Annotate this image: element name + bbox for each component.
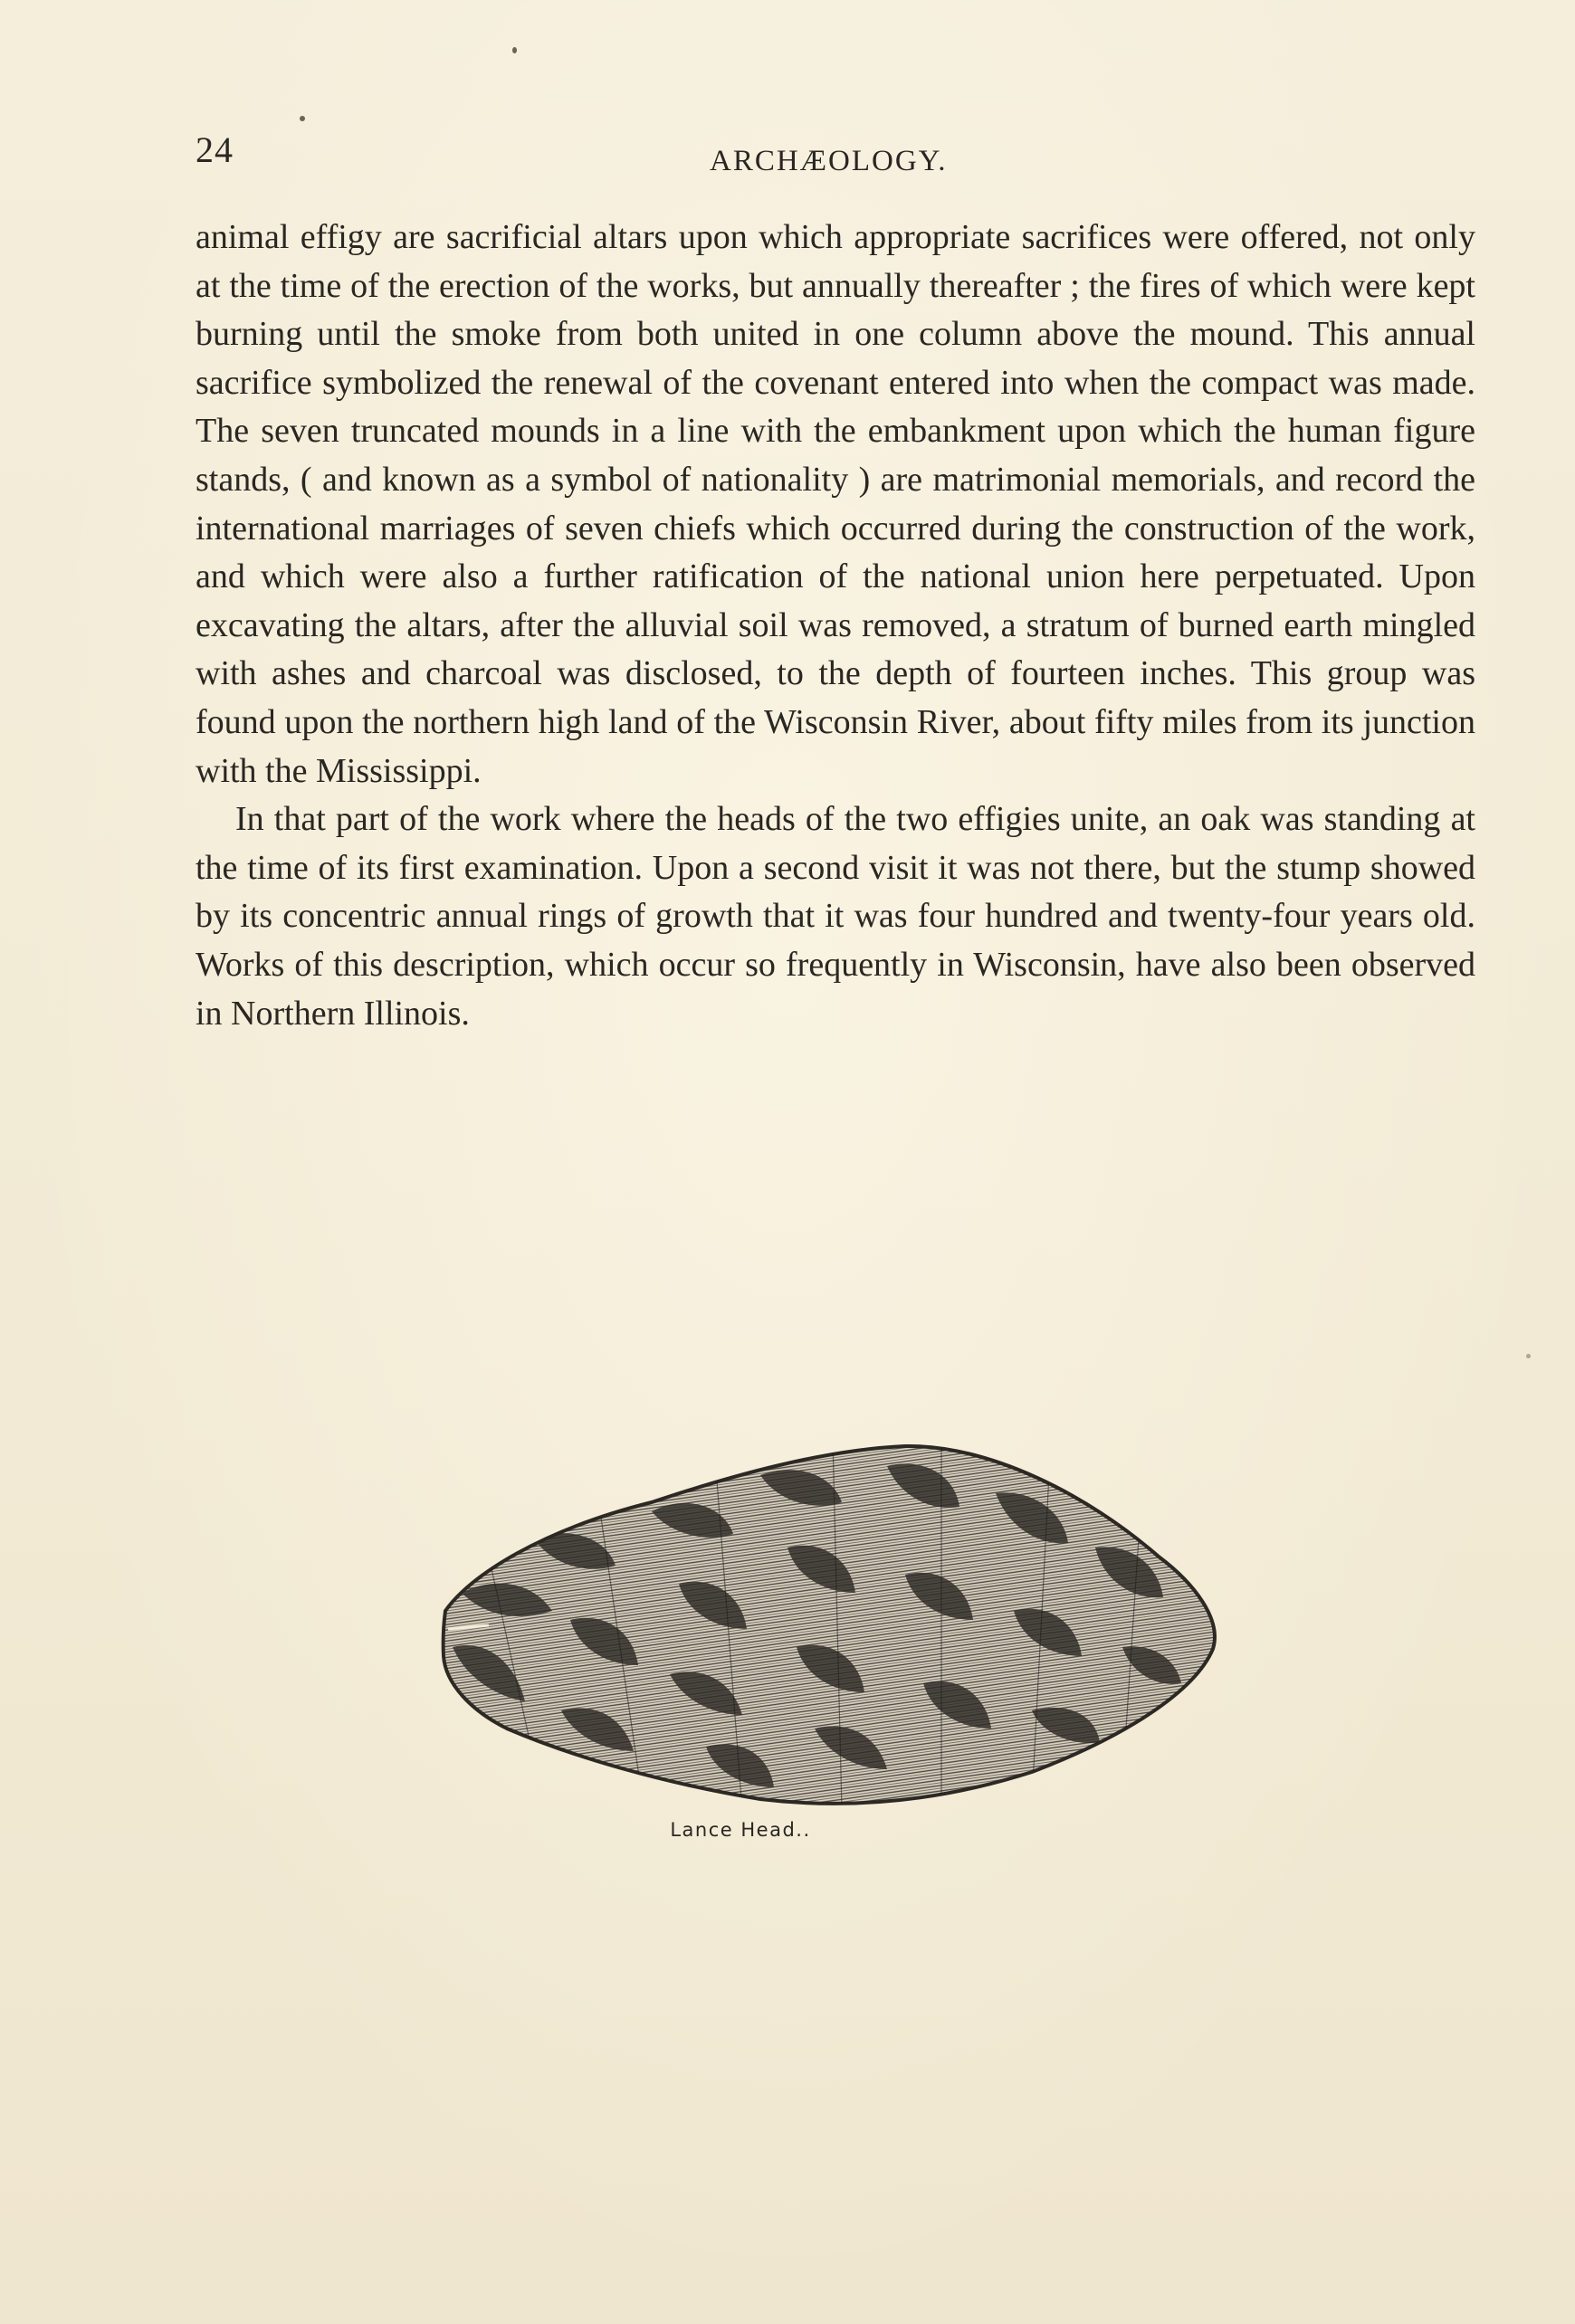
paragraph: animal effigy are sacrificial altars upon which appropriate sacrifices were offered, not only at the time of the erection of the works, but annually thereafter ; the fires of which were kept burning until the smoke from both united in one column above the mound. This annual sacrifice symbolized the renewal of the covenant entered into when the compact was made. The seven truncated mounds in a line with the embankment upon which the human figure stands, ( and known as a symbol of nationality ) are matrimonial memorials, and record the international marriages of seven chiefs which occurred during the construction of the work, and which were also a further ratification of the national union here perpetuated. Upon excavating the altars, after the alluvial soil was removed, a stratum of burned earth mingled with ashes and charcoal was disclosed, to the depth of fourteen inches. This group was found upon the northern high land of the Wisconsin River, about fifty miles from its junction with the Mississippi.: [196, 218, 1475, 790]
paragraph: In that part of the work where the heads of the two effigies unite, an oak was standing at the time of its first examination. Upon a second visit it was not there, but the stump showed by its concentric annual rings of growth that it was four hundred and twenty-four years old. Works of this description, which occur so frequently in Wisconsin, have also been observed in Northern Illinois.: [196, 800, 1475, 1033]
page-speck: [512, 47, 517, 53]
page-header: [196, 129, 1475, 183]
lance-head-illustration: [434, 1439, 1231, 1819]
running-head: ARCHÆOLOGY.: [710, 145, 948, 177]
figure-caption: [0, 1819, 1575, 1841]
page-speck: [300, 116, 305, 121]
body-text: [196, 214, 1475, 1038]
lance-head-engraving: [434, 1439, 1231, 1819]
caption-text: Lance Head..: [670, 1819, 811, 1841]
page-number: 24: [196, 129, 234, 170]
page-speck: [1526, 1354, 1531, 1358]
